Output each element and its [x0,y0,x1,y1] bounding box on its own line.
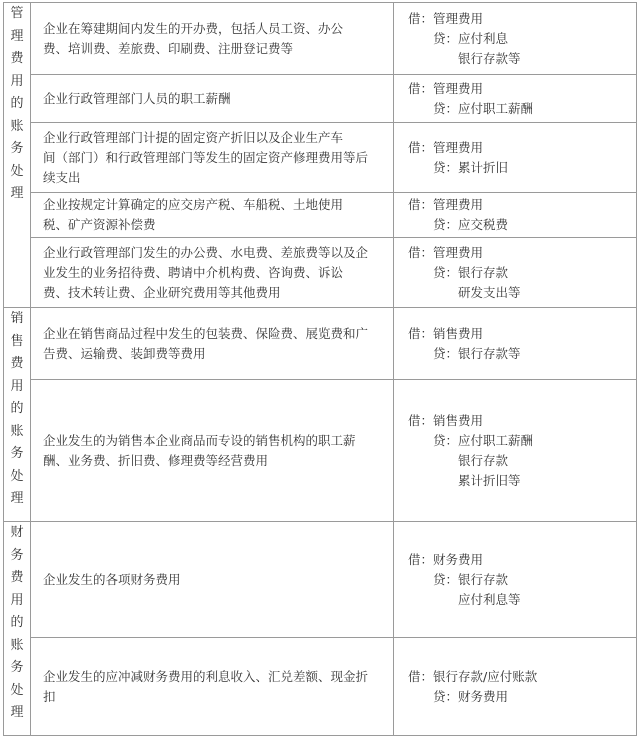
journal-entry-line: 借：管理费用 [408,244,484,260]
category-char: 售 [10,333,24,349]
category-char: 财 [10,525,24,540]
category-char: 管 [10,6,24,21]
category-char: 销 [10,311,24,326]
journal-entry-line: 借：销售费用 [408,325,484,341]
description-cell [31,638,394,736]
description-cell [31,380,394,522]
journal-entry-line: 贷：应付职工薪酬 [408,432,534,448]
journal-entry-line: 贷：应交税费 [408,217,509,232]
category-char: 账 [10,118,24,134]
description-line: 费、技术转让费、企业研究费用等其他费用 [43,284,281,300]
table-row [4,308,637,380]
journal-entry-cell [394,638,637,736]
description-line: 企业在销售商品过程中发生的包装费、保险费、展览费和广 [43,325,369,341]
description-line: 扣 [43,688,56,704]
journal-entry-cell [394,238,637,308]
description-line: 税、矿产资源补偿费 [43,217,156,232]
description-line: 企业行政管理部门人员的职工薪酬 [43,90,231,106]
category-char: 费 [10,570,24,585]
journal-entry-line: 贷：财务费用 [408,688,509,704]
category-char: 务 [10,660,24,675]
journal-entry-line: 借：银行存款/应付账款 [408,668,538,684]
description-cell [31,193,394,238]
category-char: 处 [10,468,24,484]
description-cell [31,3,394,75]
description-line: 企业行政管理部门计提的固定资产折旧以及企业生产车 [43,129,344,145]
description-line: 企业按规定计算确定的应交房产税、车船税、土地使用 [43,197,344,212]
journal-entry-line: 借：管理费用 [408,80,484,96]
category-char: 费 [10,356,24,371]
journal-entry-cell [394,193,637,238]
category-char: 理 [10,186,24,201]
table-row [4,75,637,123]
category-char: 处 [10,682,24,698]
description-line: 企业在筹建期间内发生的开办费，包括人员工资、办公 [43,20,344,36]
table-row [4,380,637,522]
journal-entry-cell [394,380,637,522]
journal-entry-line: 借：管理费用 [408,10,484,26]
table-row [4,522,637,638]
description-cell [31,238,394,308]
table-row [4,3,637,75]
category-char: 的 [10,401,24,416]
description-line: 费、培训费、差旅费、印刷费、注册登记费等 [43,40,294,56]
category-char: 账 [10,423,24,439]
description-cell [31,123,394,193]
description-cell [31,75,394,123]
description-line: 酬、业务费、折旧费、修理费等经营费用 [43,452,269,468]
category-char: 用 [10,378,24,394]
journal-entry-line: 银行存款等 [408,50,521,66]
category-char: 费 [10,51,24,66]
accounting-table [3,2,637,736]
table-row [4,638,637,736]
description-line: 间（部门）和行政管理部门等发生的固定资产修理费用等后 [43,149,369,165]
table-row [4,193,637,238]
category-cell [4,522,31,736]
category-char: 的 [10,615,24,630]
category-char: 账 [10,637,24,653]
description-line: 业发生的业务招待费、聘请中介机构费、咨询费、诉讼 [43,264,344,280]
journal-entry-line: 借：管理费用 [408,197,484,212]
category-cell [4,3,31,308]
journal-entry-line: 贷：银行存款 [408,264,509,280]
journal-entry-line: 贷：累计折旧 [408,159,509,175]
category-char: 务 [10,141,24,156]
journal-entry-line: 贷：应付利息 [408,30,509,46]
description-line: 企业行政管理部门发生的办公费、水电费、差旅费等以及企 [43,244,369,260]
journal-entry-line: 银行存款 [408,452,509,468]
table-row [4,123,637,193]
journal-entry-line: 应付利息等 [408,591,521,607]
description-line: 企业发生的为销售本企业商品而专设的销售机构的职工薪 [43,432,356,448]
journal-entry-line: 贷：银行存款等 [408,345,521,361]
category-char: 理 [10,491,24,506]
description-line: 续支出 [43,169,81,185]
category-char: 的 [10,96,24,111]
journal-entry-line: 研发支出等 [408,284,521,300]
journal-entry-cell [394,3,637,75]
category-char: 处 [10,163,24,179]
journal-entry-line: 借：销售费用 [408,412,484,428]
description-line: 告费、运输费、装卸费等费用 [43,345,206,361]
journal-entry-cell [394,75,637,123]
journal-entry-cell [394,123,637,193]
category-char: 理 [10,705,24,720]
description-cell [31,308,394,380]
table-body [4,3,637,736]
description-line: 企业发生的各项财务费用 [43,571,181,587]
journal-entry-line: 贷：银行存款 [408,571,509,587]
category-cell [4,308,31,522]
table-row [4,238,637,308]
journal-entry-line: 借：管理费用 [408,139,484,155]
journal-entry-line: 贷：应付职工薪酬 [408,100,534,116]
category-char: 用 [10,73,24,89]
description-cell [31,522,394,638]
journal-entry-line: 累计折旧等 [408,472,521,488]
category-char: 理 [10,28,24,44]
category-char: 务 [10,547,24,563]
journal-entry-line: 借：财务费用 [408,551,484,567]
journal-entry-cell [394,308,637,380]
journal-entry-cell [394,522,637,638]
category-char: 用 [10,592,24,608]
description-line: 企业发生的应冲减财务费用的利息收入、汇兑差额、现金折 [43,668,369,684]
category-char: 务 [10,446,24,461]
